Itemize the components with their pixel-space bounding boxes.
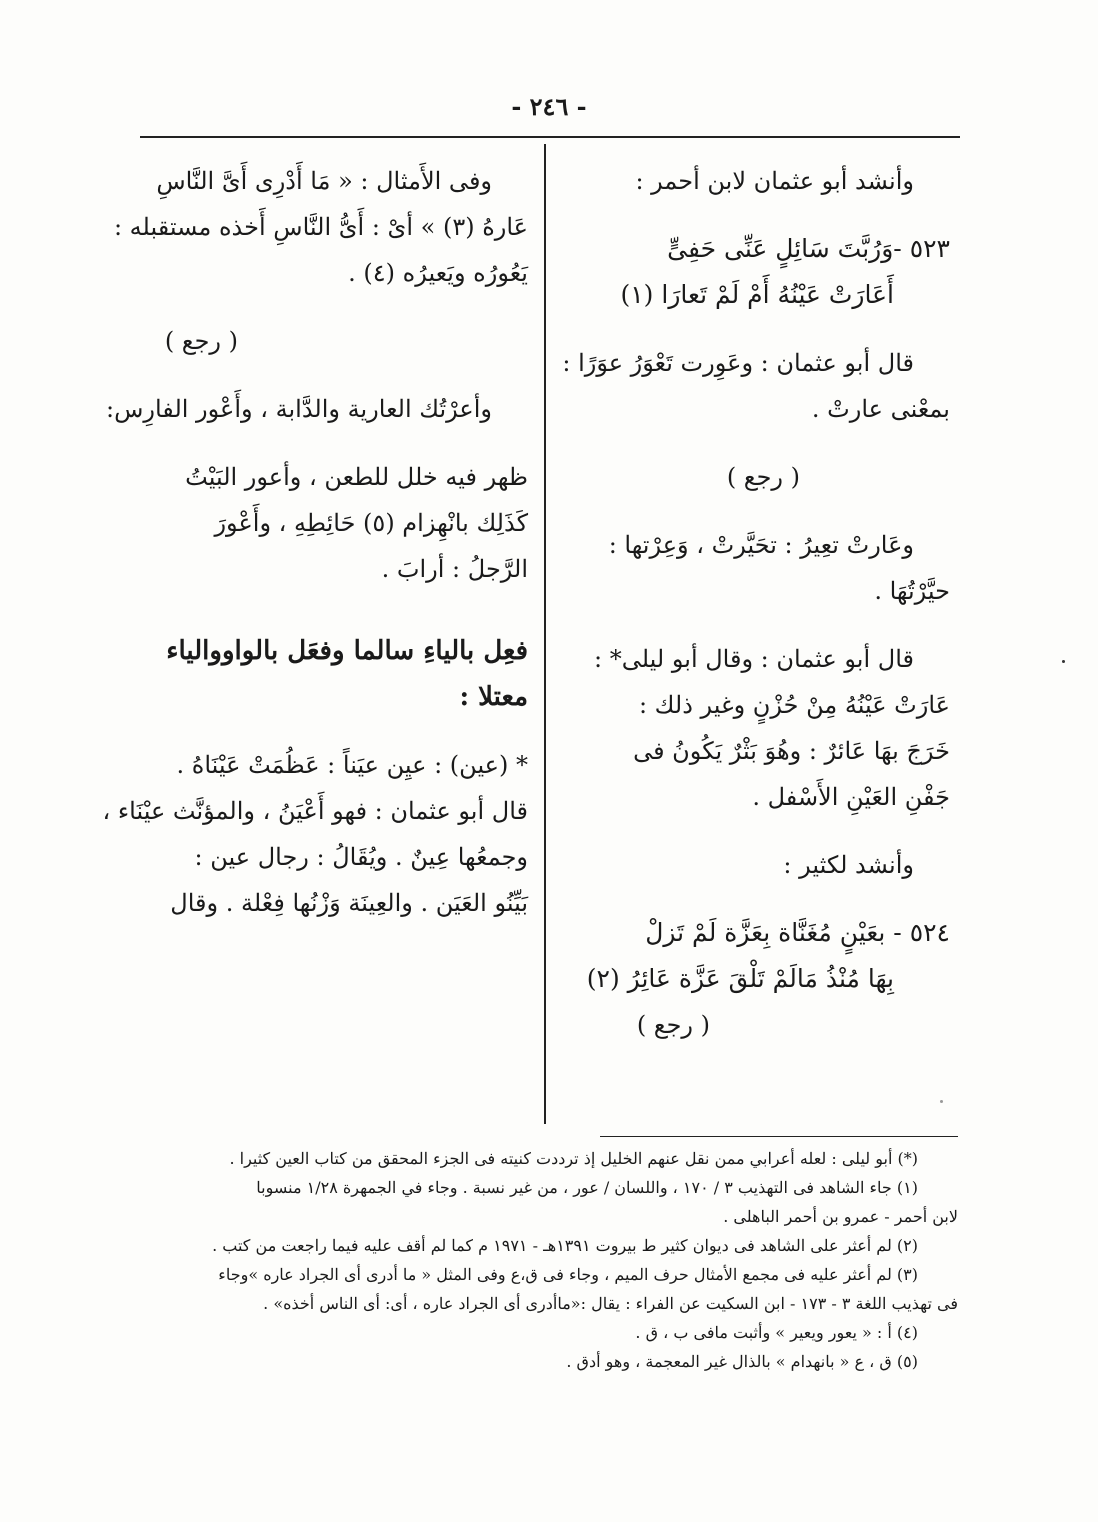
left-column — [102, 158, 528, 1128]
footnote-rule — [600, 1136, 958, 1137]
scan-speck — [1062, 660, 1065, 663]
text-line: بَيِّنُو العَيَن . والعِينَة وَزْنُها فِعْلة . وقال — [170, 889, 528, 917]
right-column — [562, 158, 950, 1128]
text-line: جَفْنِ العَيْنِ الأَسْفل . — [752, 783, 950, 811]
text-line: الرَّجلُ : أرابَ . — [381, 555, 528, 583]
text-line: وأنشد أبو عثمان لابن أحمر : — [635, 167, 914, 195]
footnote-continuation: فى تهذيب اللغة ٣ - ١٧٣ - ابن السكيت عن الفراء : يقال :«ماأدرى أى الجراد عاره ، أى: أى الناس أخذه» . — [263, 1294, 958, 1313]
section-marker: ( رجع ) — [164, 327, 238, 355]
entry-line: * (عين) : عيِن عيَناً : عَظُمَتْ عَيْنَاهُ . — [176, 751, 528, 779]
section-heading: معتلا : — [459, 682, 528, 712]
text-line: قال أبو عثمان : وعَوِرت تَعْوَرُ عوَرًا : — [562, 349, 914, 377]
verse-line: ٥٢٣ -وَرُبَّتَ سَائِلٍ عَنِّى حَفِىٍّ — [667, 234, 950, 263]
text-line: ظهر فيه خلل للطعن ، وأعور البَيْتُ — [185, 463, 528, 491]
column-divider — [544, 144, 546, 1124]
verse-line: بِهَا مُنْذُ مَالَمْ تَلْقَ عَزَّة عَائِرُ (٢) — [586, 964, 894, 993]
text-line: يَعُورُه ويَعيرُه (٤) . — [348, 259, 528, 287]
text-line: وفى الأَمثال : « مَا أَدْرِى أَىَّ النَّاسِ — [156, 167, 492, 195]
footnote: (*) أبو ليلى : لعله أعرابي ممن نقل عنهم الخليل إذ ترددت كنيته فى الجزء المحقق من كتاب العين كثيرا . — [229, 1149, 918, 1168]
section-heading: فعِل بالياءِ سالما وفعَل بالواووالياء — [166, 636, 528, 666]
text-line: عَارَتْ عَيْنُهُ مِنْ حُزْنٍ وغير ذلك : — [638, 691, 950, 719]
footnote: (١) جاء الشاهد فى التهذيب ٣ / ١٧٠ ، واللسان / عور ، من غير نسبة . وجاء في الجمهرة ١/٢٨ منسوبا — [256, 1178, 918, 1197]
text-line: بمعْنى عارتْ . — [811, 395, 950, 423]
text-line: وعَارتْ تعِيرُ : تحَيَّرتْ ، وَعِرْتها : — [608, 531, 914, 559]
text-line: خَرَجَ بهَا عَائرٌ : وهُوَ بَثْرٌ يَكُونُ فى — [633, 737, 950, 765]
verse-line: أَعَارَتْ عَيْنُهُ أَمْ لَمْ تَعارَا (١) — [620, 280, 894, 309]
text-line: وجمعُها عِينٌ . ويُقَالُ : رجال عين : — [194, 843, 528, 871]
text-line: وأنشد لكثير : — [783, 851, 914, 879]
text-line: عَارهُ (٣) » أىْ : أَىُّ النَّاسِ أَخذه مستقبله : — [113, 213, 528, 241]
page-number: - ٢٤٦ - — [511, 92, 587, 121]
footnote: (٢) لم أعثر على الشاهد فى ديوان كثير ط بيروت ١٣٩١هـ - ١٩٧١ م كما لم أقف عليه فيما راجعت من كتب . — [212, 1236, 918, 1255]
scan-speck — [940, 1100, 943, 1103]
text-line: وأعرْتُك العارية والدَّابة ، وأَعْور الفارِس: — [106, 395, 492, 423]
verse-line: ٥٢٤ - بعَيْنٍ مُغَنَّاة بِعَزَّة لَمْ تَزلْ — [645, 918, 950, 947]
footnote: (٤) أ : « يعور ويعير » وأثبت مافى ب ، ق . — [635, 1323, 918, 1342]
text-line: كَذَلِك بانْهِزام (٥) حَائِطِهِ ، وأَعْورَ — [214, 509, 528, 537]
section-marker: ( رجع ) — [726, 463, 800, 491]
footnote: (٣) لم أعثر عليه فى مجمع الأمثال حرف الميم ، وجاء فى ق،ع وفى المثل « ما أدرى أى الجراد عاره »وجاء — [218, 1265, 918, 1284]
text-line: حيَّرْتُهَا . — [874, 577, 950, 605]
text-line: قال أبو عثمان : فهو أَعْيَنُ ، والمؤنَّث عيْنَاء ، — [102, 797, 528, 825]
footnote: (٥) ق ، ع « بانهدام » بالذال غير المعجمة ، وهو أدق . — [566, 1352, 918, 1371]
header-rule — [140, 136, 960, 138]
text-line: قال أبو عثمان : وقال أبو ليلى* : — [594, 645, 914, 673]
footnotes — [138, 1144, 958, 1376]
footnote-continuation: لابن أحمر - عمرو بن أحمر الباهلى . — [723, 1207, 958, 1226]
section-marker: ( رجع ) — [636, 1011, 710, 1039]
